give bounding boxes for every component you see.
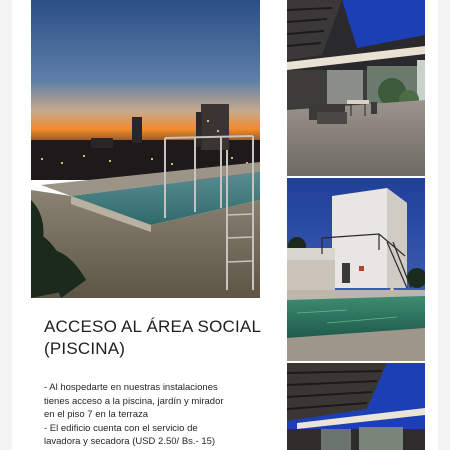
bullet-line: tienes acceso a la piscina, jardín y mirador <box>44 395 224 407</box>
heading-line-1: ACCESO AL ÁREA SOCIAL <box>44 317 262 336</box>
social-area-description <box>44 316 274 449</box>
bullet-line: - Al hospedarte en nuestras instalaciones <box>44 382 218 393</box>
building-pool-photo <box>287 178 425 361</box>
bullet-line: - El edificio cuenta con el servicio de <box>44 422 198 434</box>
bullet-list <box>44 381 274 449</box>
left-margin <box>0 0 12 450</box>
bullet-line: lavadora y secadora (USD 2.50/ Bs.- 15) <box>44 436 216 448</box>
heading-line-2: (PISCINA) <box>44 339 126 358</box>
section-heading <box>44 316 274 360</box>
rooftop-pool-sunset-photo <box>31 0 260 298</box>
right-margin <box>438 0 450 450</box>
pergola-night-photo <box>287 363 425 450</box>
terrace-lounge-photo <box>287 0 425 176</box>
bullet-line: en el piso 7 en la terraza <box>44 409 149 421</box>
bullet-item <box>44 381 274 422</box>
bullet-item <box>44 422 274 449</box>
